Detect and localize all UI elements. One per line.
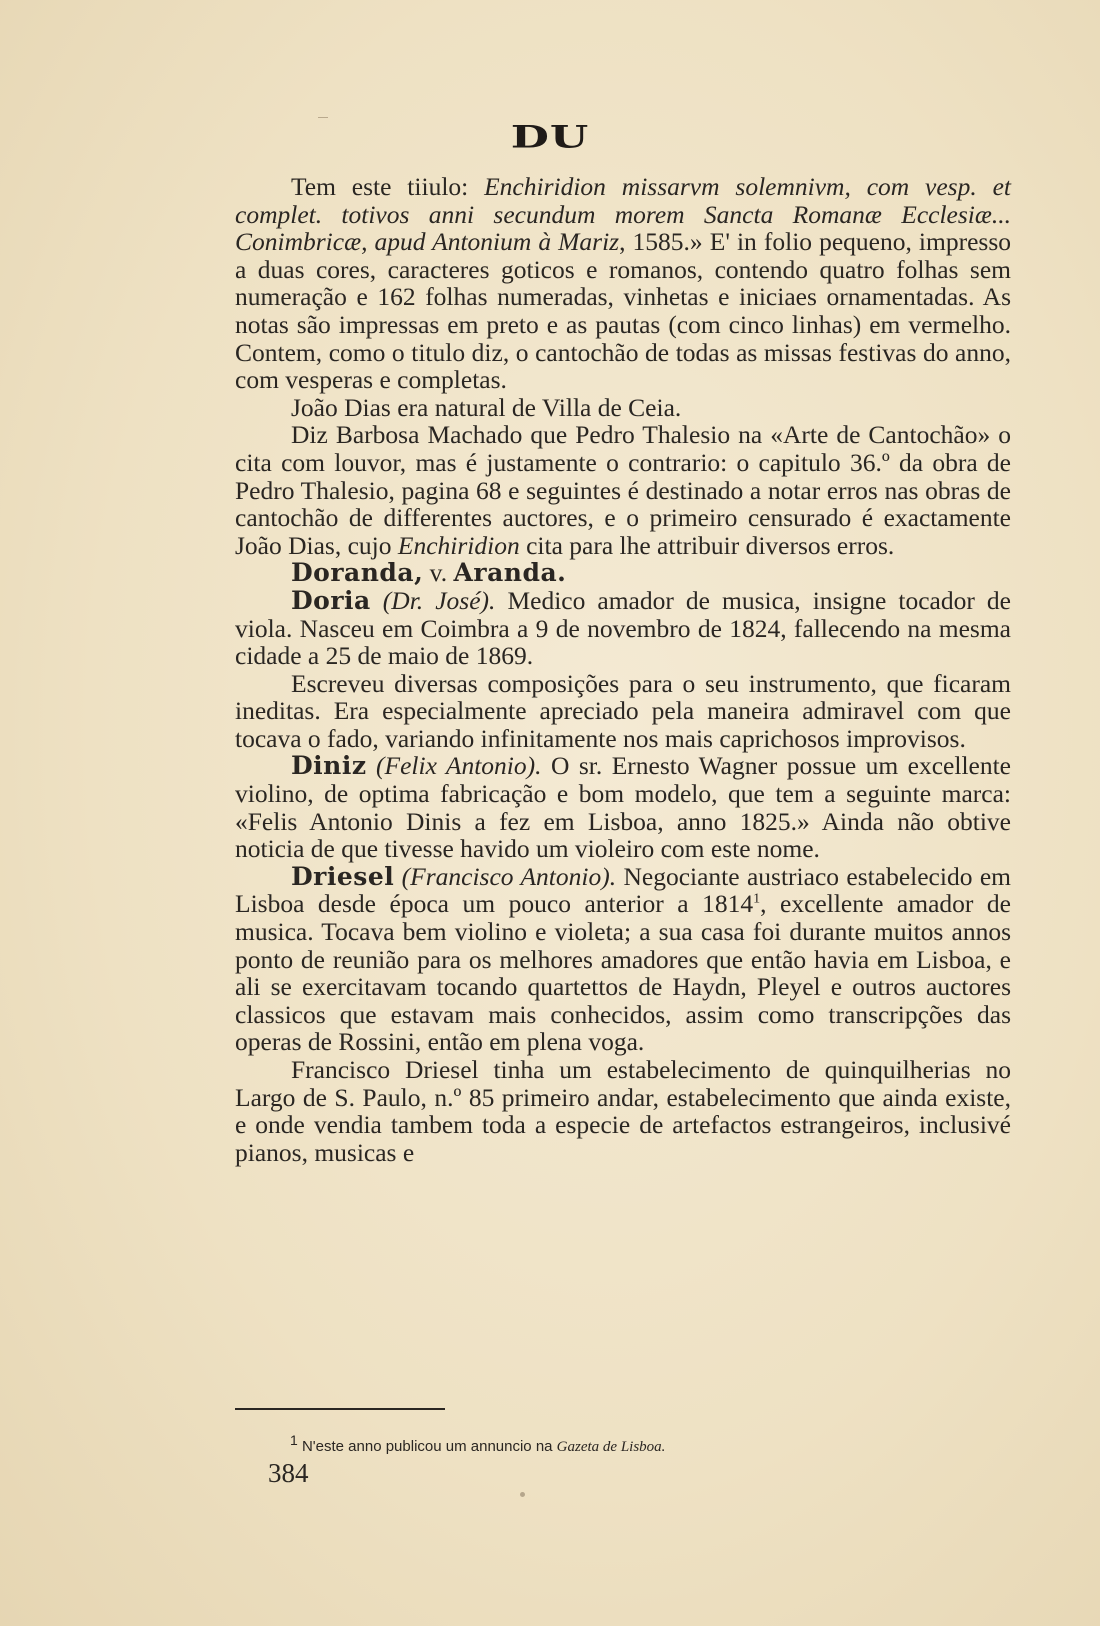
- entry-headword: Doria: [291, 585, 371, 615]
- decorative-dash: [318, 117, 328, 118]
- footnote-mark: 1: [290, 1432, 298, 1448]
- entry-headword: Driesel: [291, 861, 395, 891]
- italic-text: (Felix Antonio).: [366, 751, 542, 781]
- entry-diniz: [235, 752, 1011, 862]
- text-run: cita para lhe attribuir diversos erros.: [519, 530, 895, 560]
- footnote: [290, 1432, 666, 1456]
- entry-headword: Diniz: [291, 751, 367, 781]
- paragraph-enchiridion-title: [235, 173, 1011, 394]
- text-run: O sr. Ernesto Wagner possue um excellente violino, de optima fabricação e bom modelo, que tem a seguinte marca: «Felis Antonio Dinis a fez em Lisboa, anno 1825.» Ainda não obtive noticia de que tivesse havido um violeiro com este nome.: [235, 751, 1012, 864]
- entry-driesel: [235, 863, 1011, 1056]
- text-run: Diz Barbosa Machado que Pedro Thalesio na «Arte de Cantochão» o cita com louvor, mas é justamente o contrario: o capitulo 36.º da obra de Pedro Thalesio, pagina 68 e seguintes é destinado a notar erros nas obras de cantochão de differentes auctores, e o primeiro censurado é exactamente João Dias, cujo: [235, 420, 1011, 560]
- text-run: Escreveu diversas composições para o seu instrumento, que ficaram ineditas. Era especialmente apreciado pela maneira admiravel com que tocava o fado, variando infinitamente nos mais caprichosos improvisos.: [235, 668, 1011, 753]
- italic-text: (Francisco Antonio).: [394, 861, 617, 891]
- text-run: v.: [423, 558, 454, 588]
- text-run: Negociante austriaco estabelecido em Lisboa desde época um pouco anterior a 1814: [235, 861, 1011, 919]
- paragraph-joao-dias-origin: [235, 394, 1011, 422]
- paragraph-barbosa-machado: [235, 421, 1011, 559]
- italic-text: Enchiridion: [397, 530, 520, 560]
- entry-doria: [235, 587, 1011, 670]
- footnote-text: N'este anno publicou um annuncio na: [297, 1438, 557, 1455]
- entry-headword: Doranda,: [291, 558, 424, 588]
- running-header: DU: [510, 119, 590, 156]
- footnote-source: Gazeta de Lisboa.: [556, 1439, 666, 1455]
- text-run: Medico amador de musica, insigne tocador de viola. Nasceu em Coimbra a 9 de novembro de 1824, fallecendo na mesma cidade a 25 de maio de 1869.: [235, 585, 1011, 671]
- paper-speck: [520, 1492, 525, 1497]
- text-run: João Dias era natural de Villa de Ceia.: [291, 392, 682, 422]
- text-run: Francisco Driesel tinha um estabelecimento de quinquilherias no Largo de S. Paulo, n.º 85 primeiro andar, estabelecimento que ainda existe, e onde vendia tambem toda a especie de artefactos estrangeiros, inclusivé pianos, musicas e: [235, 1055, 1011, 1167]
- footnote-ref: 1: [753, 891, 761, 907]
- paragraph-driesel-shop: [235, 1056, 1011, 1166]
- text-run: , excellente amador de musica. Tocava bem violino e violeta; a sua casa foi durante muitos annos ponto de reunião para os melhores amadores que então havia em Lisboa, e ali se exercitavam tocando quartettos de Haydn, Pleyel e outros auctores classicos que estavam mais conhecidos, assim como transcripções das operas de Rossini, então em plena voga.: [235, 889, 1011, 1057]
- body-text: [235, 173, 1011, 1166]
- paragraph-doria-compositions: [235, 670, 1011, 753]
- italic-text: Enchiridion missarvm solemnivm, com vesp. et complet. totivos anni secundum morem Sancta Romanæ Ecclesiæ... Conimbricæ, apud Antonium à Mariz: [235, 172, 1011, 257]
- text-run: , 1585.» E' in folio pequeno, impresso a duas cores, caracteres goticos e romanos, contendo quatro folhas sem numeração e 162 folhas numeradas, vinhetas e iniciaes ornamentadas. As notas são impressas em preto e as pautas (com cinco linhas) em vermelho. Contem, como o titulo diz, o cantochão de todas as missas festivas do anno, com vesperas e completas.: [235, 227, 1011, 395]
- text-run: Tem este tiiulo:: [291, 172, 485, 201]
- page-number: 384: [268, 1458, 309, 1488]
- entry-doranda: [235, 559, 1011, 587]
- italic-text: (Dr. José).: [370, 585, 496, 615]
- footnote-rule: [235, 1408, 445, 1410]
- entry-headword: Aranda.: [453, 558, 567, 588]
